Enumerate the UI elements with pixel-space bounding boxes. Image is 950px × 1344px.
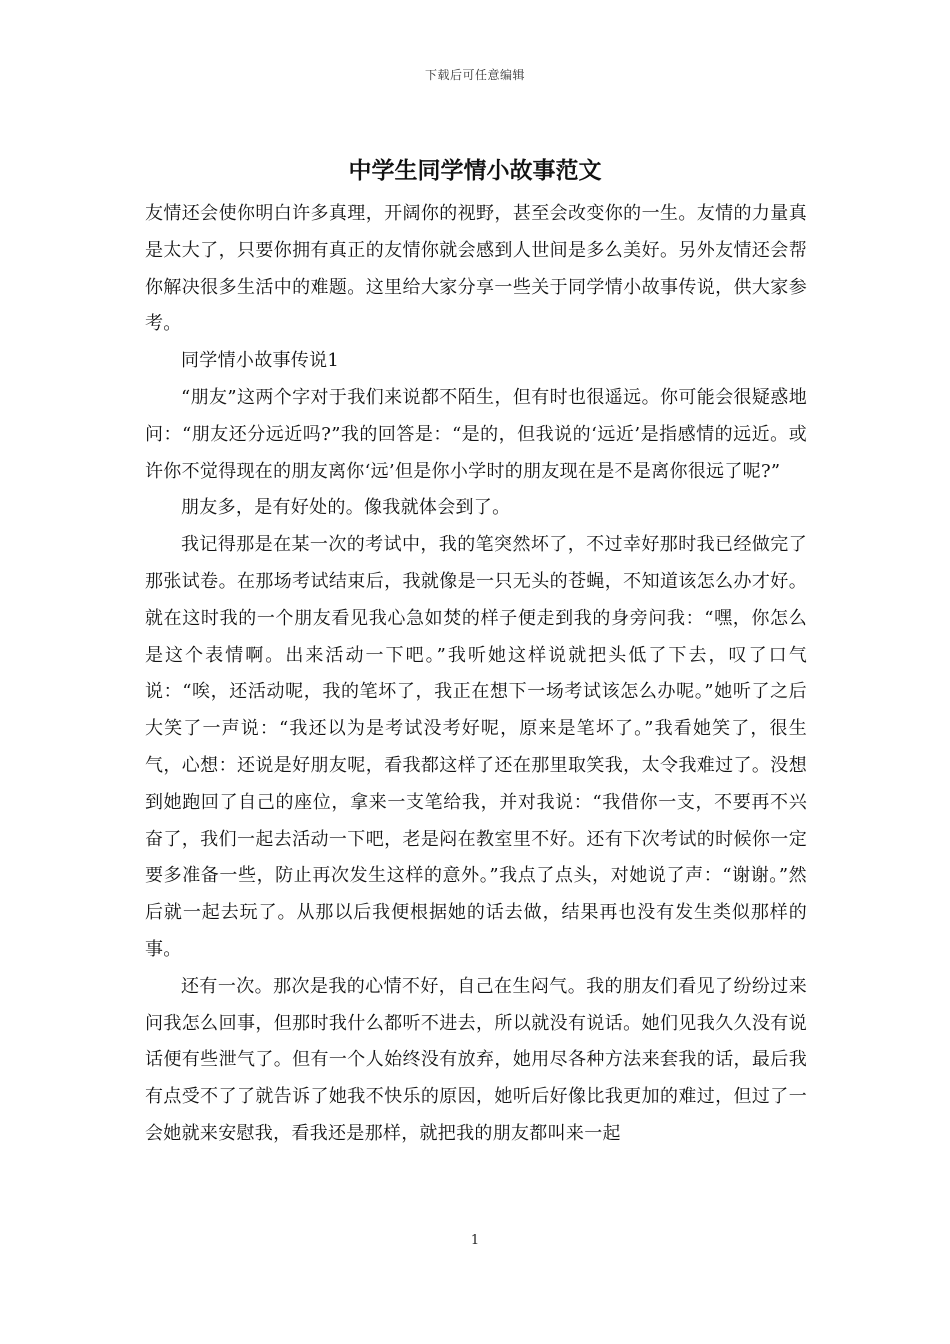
body-paragraph: 还有一次。那次是我的心情不好，自己在生闷气。我的朋友们看见了纷纷过来问我怎么回事，但那时我什么都听不进去，所以就没有说话。她们见我久久没有说话便有些泄气了。但有一个人始终没有放弃，她用尽各种方法来套我的话，最后我有点受不了了就告诉了她我不快乐的原因，她听后好像比我更加的难过，但过了一会她就来安慰我，看我还是那样，就把我的朋友都叫来一起 (145, 975, 807, 1144)
body-paragraph: “朋友”这两个字对于我们来说都不陌生，但有时也很遥远。你可能会很疑惑地问：“朋友还分远近吗?”我的回答是：“是的，但我说的‘远近’是指感情的远近。或许你不觉得现在的朋友离你‘远’但是你小学时的朋友现在是不是离你很远了呢?” (145, 386, 807, 482)
header-note: 下载后可任意编辑 (424, 68, 525, 82)
body-paragraph: 朋友多，是有好处的。像我就体会到了。 (181, 497, 511, 519)
section-heading: 同学情小故事传说1 (181, 350, 340, 372)
document-title: 中学生同学情小故事范文 (348, 158, 602, 184)
body-paragraph: 我记得那是在某一次的考试中，我的笔突然坏了，不过幸好那时我已经做完了那张试卷。在那场考试结束后，我就像是一只无头的苍蝇，不知道该怎么办才好。就在这时我的一个朋友看见我心急如焚的样子便走到我的身旁问我：“嘿，你怎么是这个表情啊。出来活动一下吧。”我听她这样说就把头低了下去，叹了口气说：“唉，还活动呢，我的笔坏了，我正在想下一场考试该怎么办呢。”她听了之后大笑了一声说：“我还以为是考试没考好呢，原来是笔坏了。”我看她笑了，很生气，心想：还说是好朋友呢，看我都这样了还在那里取笑我，太令我难过了。没想到她跑回了自己的座位，拿来一支笔给我，并对我说：“我借你一支，不要再不兴奋了，我们一起去活动一下吧，老是闷在教室里不好。还有下次考试的时候你一定要多准备一些，防止再次发生这样的意外。”我点了点头，对她说了声：“谢谢。”然后就一起去玩了。从那以后我便根据她的话去做，结果再也没有发生类似那样的事。 (145, 534, 807, 960)
page-number: 1 (470, 1233, 480, 1248)
document-body (145, 196, 807, 1153)
intro-paragraph: 友情还会使你明白许多真理，开阔你的视野，甚至会改变你的一生。友情的力量真是太大了，只要你拥有真正的友情你就会感到人世间是多么美好。另外友情还会帮你解决很多生活中的难题。这里给大家分享一些关于同学情小故事传说，供大家参考。 (145, 203, 807, 335)
